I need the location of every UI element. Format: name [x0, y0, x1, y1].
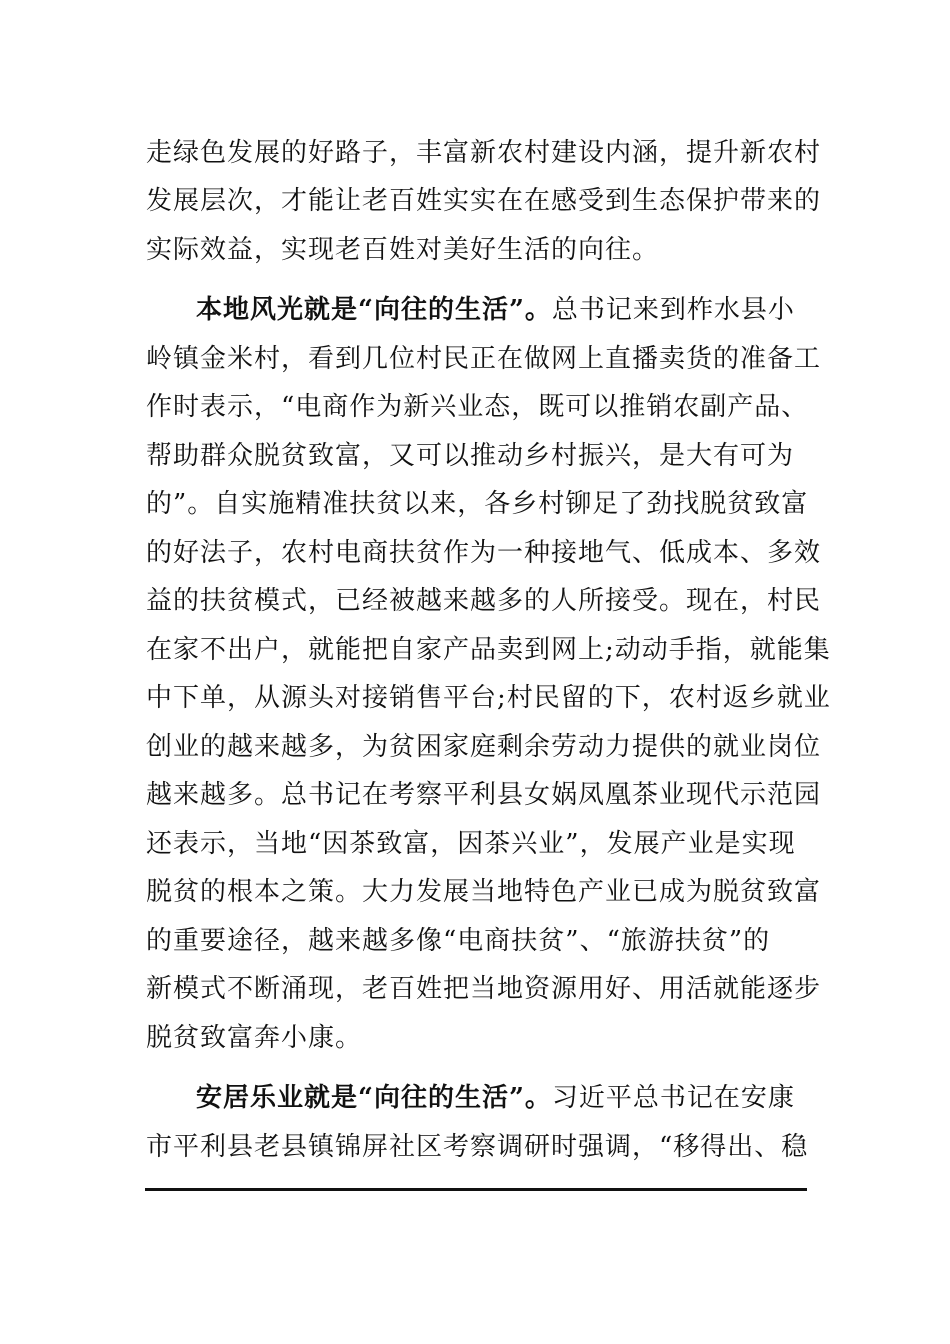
paragraph-2-line-10: 创业的越来越多，为贫困家庭剩余劳动力提供的就业岗位 [146, 732, 822, 762]
paragraph-2-line-5: 的”。自实施精准扶贫以来，各乡村铆足了劲找脱贫致富 [146, 489, 809, 519]
footer-rule [145, 1188, 807, 1191]
paragraph-3-first-line [196, 1078, 856, 1118]
paragraph-2-line-7: 益的扶贫模式，已经被越来越多的人所接受。现在，村民 [146, 586, 822, 616]
paragraph-3-line-2: 市平利县老县镇锦屏社区考察调研时强调，“移得出、稳 [146, 1132, 809, 1162]
paragraph-2-line-12: 还表示，当地“因茶致富，因茶兴业”，发展产业是实现 [146, 829, 796, 859]
paragraph-2-line-15: 新模式不断涌现，老百姓把当地资源用好、用活就能逐步 [146, 974, 822, 1004]
paragraph-2-line-6: 的好法子，农村电商扶贫作为一种接地气、低成本、多效 [146, 538, 822, 568]
paragraph-2-line-8: 在家不出户，就能把自家产品卖到网上;动动手指，就能集 [146, 635, 831, 665]
paragraph-2-line-13: 脱贫的根本之策。大力发展当地特色产业已成为脱贫致富 [146, 877, 822, 907]
paragraph-1-line-3: 实际效益，实现老百姓对美好生活的向往。 [146, 235, 660, 265]
paragraph-2-line-16: 脱贫致富奔小康。 [146, 1023, 363, 1053]
paragraph-2-line-2: 岭镇金米村，看到几位村民正在做网上直播卖货的准备工 [146, 344, 822, 374]
paragraph-3-heading: 安居乐业就是“向往的生活”。 [196, 1083, 552, 1113]
paragraph-2-line-9: 中下单，从源头对接销售平台;村民留的下，农村返乡就业 [146, 683, 831, 713]
paragraph-3-line-1: 习近平总书记在安康 [551, 1083, 795, 1113]
paragraph-2-first-line [196, 290, 856, 330]
paragraph-2-heading: 本地风光就是“向往的生活”。 [196, 295, 552, 325]
paragraph-2-line-3: 作时表示，“电商作为新兴业态，既可以推销农副产品、 [146, 392, 809, 422]
paragraph-2-line-4: 帮助群众脱贫致富，又可以推动乡村振兴，是大有可为 [146, 441, 795, 471]
paragraph-2-line-1: 总书记来到柞水县小 [551, 295, 795, 325]
paragraph-2-line-14: 的重要途径，越来越多像“电商扶贫”、“旅游扶贫”的 [146, 926, 771, 956]
paragraph-2-line-11: 越来越多。总书记在考察平利县女娲凤凰茶业现代示范园 [146, 780, 822, 810]
paragraph-1-line-1: 走绿色发展的好路子，丰富新农村建设内涵，提升新农村 [146, 138, 822, 168]
paragraph-1-line-2: 发展层次，才能让老百姓实实在在感受到生态保护带来的 [146, 186, 822, 216]
